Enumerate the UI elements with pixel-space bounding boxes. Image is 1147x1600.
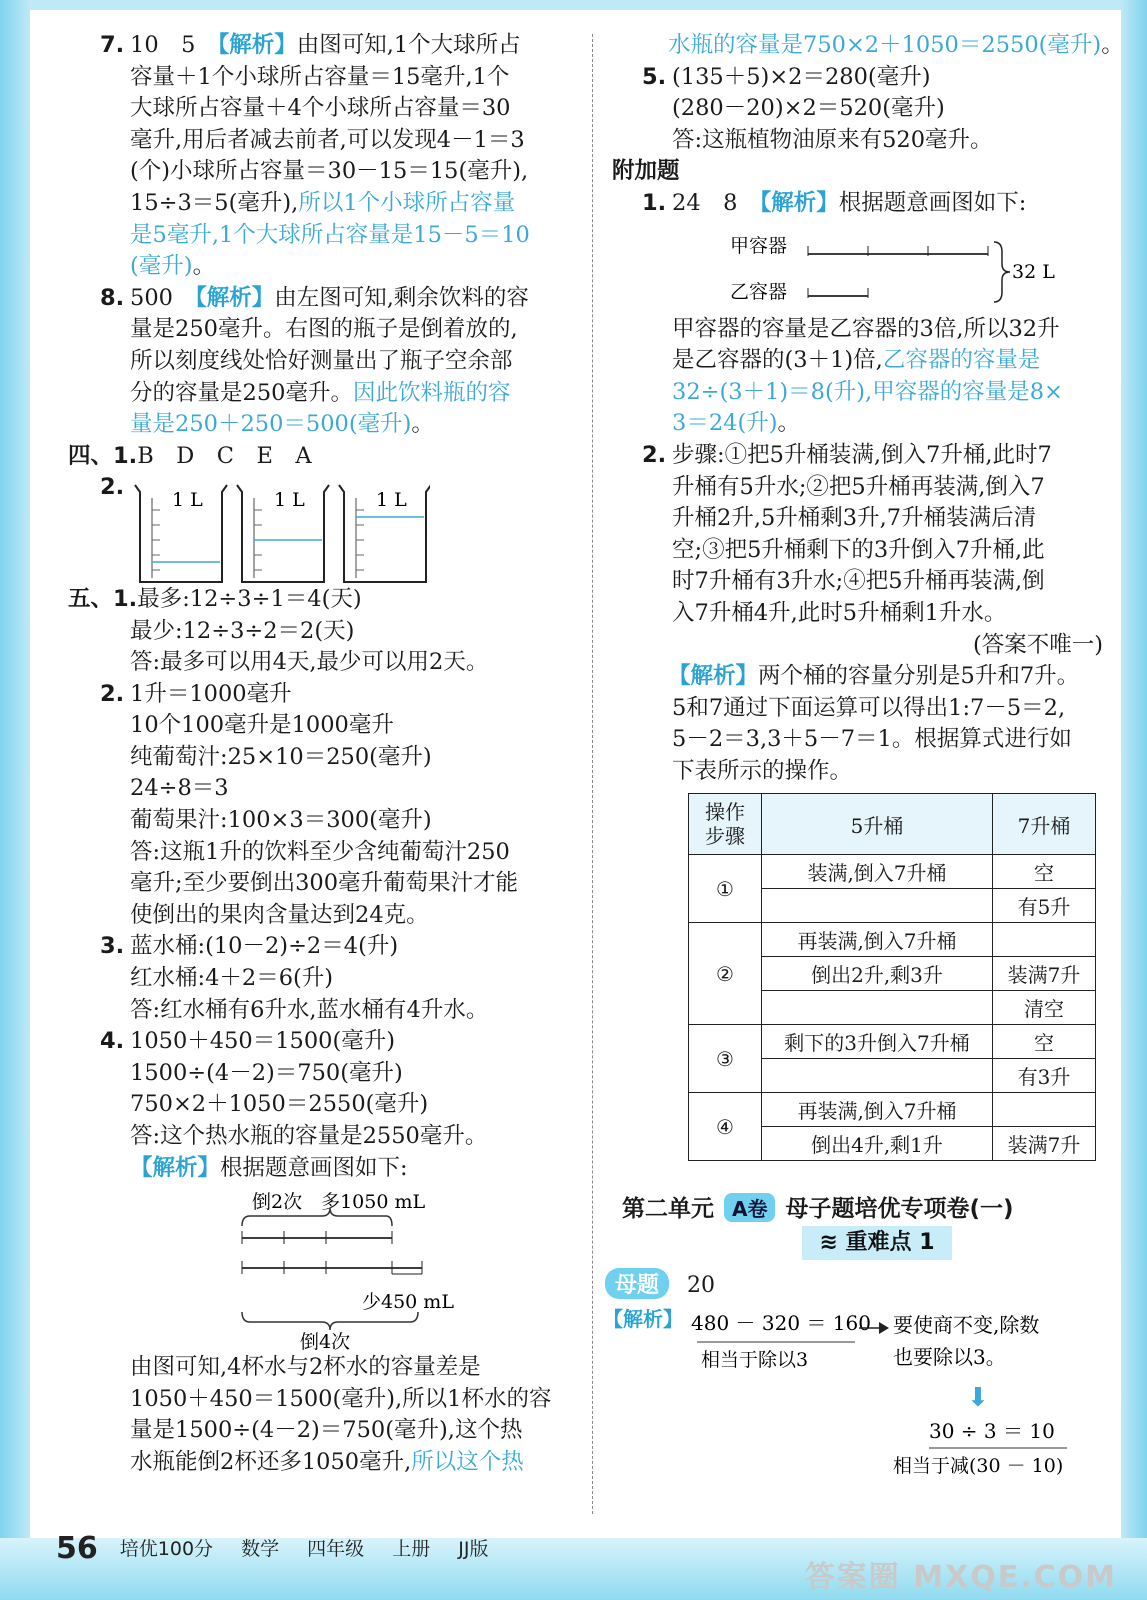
- volume-badge: A卷: [724, 1193, 775, 1222]
- beakers-figure: [130, 480, 430, 588]
- mother-analysis-tag: 【解析】: [603, 1307, 683, 1331]
- table-header-row: [689, 794, 1096, 855]
- header-7l-bucket: 7升桶: [993, 794, 1096, 855]
- page-border-left: [0, 0, 30, 1600]
- q7-number: 7.: [100, 32, 125, 58]
- page-number: 56: [56, 1531, 98, 1566]
- rule-line-2: 也要除以3。: [893, 1345, 1006, 1369]
- mother-problem-tag: 母题: [605, 1268, 669, 1299]
- beaker-2: [237, 485, 329, 582]
- section-5-q4: 4. 1050＋450＝1500(毫升) 1500÷(4－2)＝750(毫升) 750×2＋1050＝2550(毫升) 答:这个热水瓶的容量是2550毫升。 【解析】根据题意画图如下: 由图可知,4杯水与2杯水的容量差是 1050＋450＝1500(毫升),所以1杯水的容 量是1500÷(4－2)＝750(毫升),这个热 水瓶能倒2杯还多1050毫升,所以这个热: [100, 1028, 552, 1475]
- beaker-3: [339, 485, 430, 582]
- mother-answer: 20: [687, 1273, 716, 1298]
- section-5-q2: 2. 1升＝1000毫升 10个100毫升是1000毫升 纯葡萄汁:25×10＝250(毫升) 24÷8＝3 葡萄果汁:100×3＝300(毫升) 答:这瓶1升的饮料至少含纯葡萄汁250 毫升;至少要倒出300毫升葡萄果汁才能 使倒出的果肉含量达到24克。: [100, 680, 519, 928]
- section-5-q1: 五、1.最多:12÷3÷1＝4(天) 最少:12÷3÷2＝2(天) 答:最多可以用4天,最少可以用2天。: [68, 585, 489, 676]
- column-divider: [592, 34, 593, 1514]
- extra-section-title: 附加题: [612, 158, 680, 185]
- table-row: 倒出2升,剩3升 装满7升: [689, 957, 1096, 991]
- equation-2-note: 相当于减(30 － 10): [893, 1455, 1064, 1477]
- beaker-2-label: 1 L: [274, 489, 305, 511]
- q8-number: 8.: [100, 284, 125, 311]
- down-arrow-icon: ⬇: [967, 1383, 989, 1413]
- header-5l-bucket: 5升桶: [762, 794, 993, 855]
- table-row: ④ 再装满,倒入7升桶: [689, 1093, 1096, 1127]
- rule-line-1: 要使商不变,除数: [893, 1313, 1040, 1337]
- container-diagram: [730, 234, 1060, 308]
- extra-question-2: 2. 步骤:①把5升桶装满,倒入7升桶,此时7 升桶有5升水;②把5升桶再装满,倒入7 升桶2升,5升桶剩3升,7升桶装满后清 空;③把5升桶剩下的3升倒入7升桶,此 时7升桶有3升水;④把5升桶再装满,倒 入7升桶4升,此时5升桶剩1升水。 (答案不唯一) 【解析】两个桶的容量分别是5升和7升。 5和7通过下面运算可以得出1:7－5＝2, 5－2＝3,3＋5－7＝1。根据算式进行如 下表所示的操作。: [612, 440, 1117, 788]
- answer-not-unique-note: (答案不唯一): [972, 631, 1103, 658]
- question-7: 7. 10 5 【解析】由图可知,1个大球所占 容量＋1个小球所占容量＝15毫升,1个 大球所占容量＋4个小球所占容量＝30 毫升,用后者减去前者,可以发现4－1＝3 (个)小球所占容量＝30－15＝15(毫升), 15÷3＝5(毫升),所以1个小球所占容量 是5毫升,1个大球所占容量是15－5＝10 (毫升)。: [100, 32, 530, 280]
- diagram-bottom-label: 倒4次: [300, 1331, 351, 1353]
- section-4-q2: 2.: [100, 474, 125, 501]
- table-row: ① 装满,倒入7升桶 空: [689, 855, 1096, 889]
- key-point-banner: ≋ 重难点 1: [802, 1226, 952, 1260]
- beaker-1: [135, 485, 227, 582]
- q4-analysis-tag: 【解析】: [130, 1154, 221, 1181]
- mother-problem: [605, 1268, 715, 1299]
- table-row: 清空: [689, 991, 1096, 1025]
- q7-analysis-tag: 【解析】: [217, 32, 297, 58]
- beaker-1-label: 1 L: [172, 489, 203, 511]
- extra-q1-analysis-tag: 【解析】: [759, 189, 839, 216]
- cups-diagram: [230, 1186, 470, 1354]
- page-footer: 56 培优100分 数学 四年级 上册 JJ版: [56, 1531, 489, 1566]
- equation-1-note: 相当于除以3: [701, 1349, 809, 1371]
- beaker-3-label: 1 L: [376, 489, 407, 511]
- diagram-mid-label: 少450 mL: [362, 1291, 454, 1313]
- question-5: 5. (135＋5)×2＝280(毫升) (280－20)×2＝520(毫升) 答:这瓶植物油原来有520毫升。: [642, 63, 993, 153]
- q4-continued: 水瓶的容量是750×2＋1050＝2550(毫升)。: [668, 32, 1124, 58]
- container-a-label: 甲容器: [730, 235, 788, 257]
- bucket-operation-table: [688, 793, 1096, 1161]
- section-5-q3: 3. 蓝水桶:(10－2)÷2＝4(升) 红水桶:4＋2＝6(升) 答:红水桶有6升水,蓝水桶有4升水。: [100, 933, 489, 1023]
- table-row: ③ 剩下的3升倒入7升桶 空: [689, 1025, 1096, 1059]
- q8-analysis-tag: 【解析】: [195, 284, 275, 311]
- equation-2: 30 ÷ 3 ＝ 10: [929, 1419, 1055, 1443]
- page-border-top: [0, 0, 1147, 10]
- header-step: 操作 步骤: [689, 794, 762, 855]
- table-row: 倒出4升,剩1升 装满7升: [689, 1127, 1096, 1161]
- unit-title: 第二单元 A卷 母子题培优专项卷(一): [622, 1190, 1112, 1223]
- quotient-rule-diagram: [603, 1302, 1093, 1482]
- container-b-label: 乙容器: [730, 281, 788, 303]
- extra-question-1: 1. 24 8 【解析】根据题意画图如下: 甲容器的容量是乙容器的3倍,所以32升 是乙容器的(3＋1)倍,乙容器的容量是 32÷(3＋1)＝8(升),甲容器的容量是8× 3＝24(升)。: [642, 189, 1063, 437]
- extra-q2-analysis-tag: 【解析】: [668, 663, 759, 690]
- equation-1: 480 － 320 ＝ 160: [691, 1311, 871, 1335]
- diagram-top-label: 倒2次 多1050 mL: [252, 1191, 426, 1213]
- question-8: 8. 500 【解析】由左图可知,剩余饮料的容 量是250毫升。右图的瓶子是倒着放的, 所以刻度线处恰好测量出了瓶子空余部 分的容量是250毫升。因此饮料瓶的容 量是250＋250＝500(毫升)。: [100, 284, 529, 438]
- total-capacity-label: 32 L: [1012, 261, 1055, 283]
- section-4-q1: 四、1.B D C E A: [68, 442, 312, 469]
- table-row: 有5升: [689, 889, 1096, 923]
- table-row: 有3升: [689, 1059, 1096, 1093]
- watermark: 答案圈 MXQE.COM: [804, 1560, 1117, 1595]
- right-column: [612, 30, 1124, 787]
- table-row: ② 再装满,倒入7升桶: [689, 923, 1096, 957]
- page-border-right: [1121, 0, 1147, 1600]
